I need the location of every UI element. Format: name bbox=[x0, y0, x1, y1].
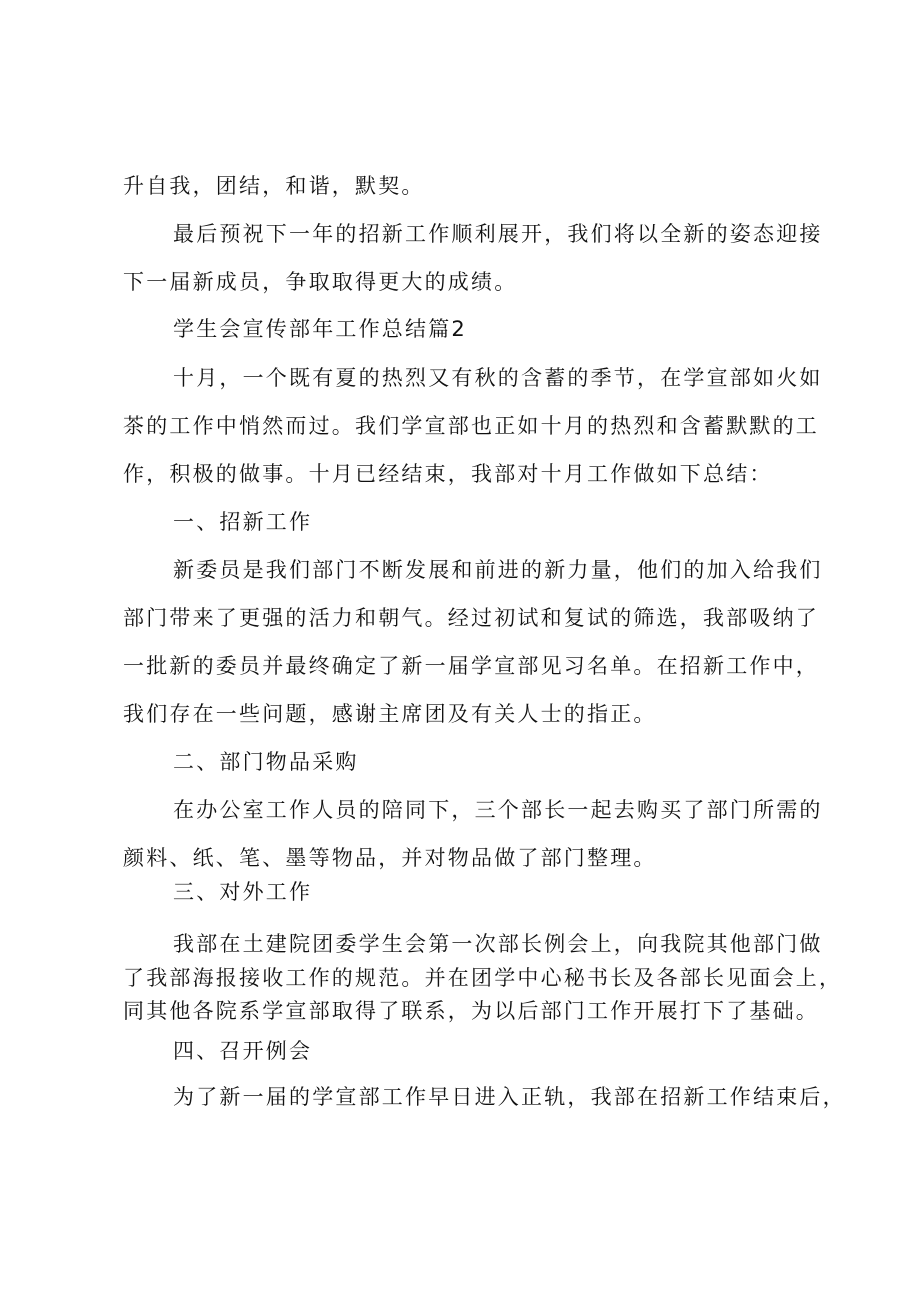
section-heading: 一、招新工作 bbox=[173, 510, 313, 534]
text-line: 作，积极的做事。十月已经结束，我部对十月工作做如下总结： bbox=[123, 462, 773, 486]
section-heading: 三、对外工作 bbox=[173, 880, 313, 904]
text-line: 我们存在一些问题，感谢主席团及有关人士的指正。 bbox=[123, 702, 657, 726]
section-heading: 二、部门物品采购 bbox=[173, 750, 359, 774]
text-line: 茶的工作中悄然而过。我们学宣部也正如十月的热烈和含蓄默默的工 bbox=[123, 414, 819, 438]
text-line: 在办公室工作人员的陪同下，三个部长一起去购买了部门所需的 bbox=[173, 798, 823, 822]
text-line: 为了新一届的学宣部工作早日进入正轨，我部在招新工作结束后， bbox=[173, 1085, 846, 1109]
text-line: 新委员是我们部门不断发展和前进的新力量，他们的加入给我们 bbox=[173, 558, 823, 582]
text-line: 同其他各院系学宣部取得了联系，为以后部门工作开展打下了基础。 bbox=[123, 999, 819, 1023]
section-heading: 学生会宣传部年工作总结篇2 bbox=[173, 317, 467, 341]
text-line: 一批新的委员并最终确定了新一届学宣部见习名单。在招新工作中， bbox=[123, 654, 819, 678]
text-line: 升自我，团结，和谐，默契。 bbox=[123, 174, 425, 198]
text-line: 颜料、纸、笔、墨等物品，并对物品做了部门整理。 bbox=[123, 846, 657, 870]
text-line: 我部在土建院团委学生会第一次部长例会上，向我院其他部门做 bbox=[173, 932, 823, 956]
text-line: 部门带来了更强的活力和朝气。经过初试和复试的筛选，我部吸纳了 bbox=[123, 606, 819, 630]
text-line: 下一届新成员，争取取得更大的成绩。 bbox=[123, 270, 518, 294]
text-line: 最后预祝下一年的招新工作顺利展开，我们将以全新的姿态迎接 bbox=[173, 222, 823, 246]
section-heading: 四、召开例会 bbox=[173, 1039, 313, 1063]
text-line: 了我部海报接收工作的规范。并在团学中心秘书长及各部长见面会上， bbox=[123, 966, 843, 990]
text-line: 十月，一个既有夏的热烈又有秋的含蓄的季节，在学宣部如火如 bbox=[173, 366, 823, 390]
